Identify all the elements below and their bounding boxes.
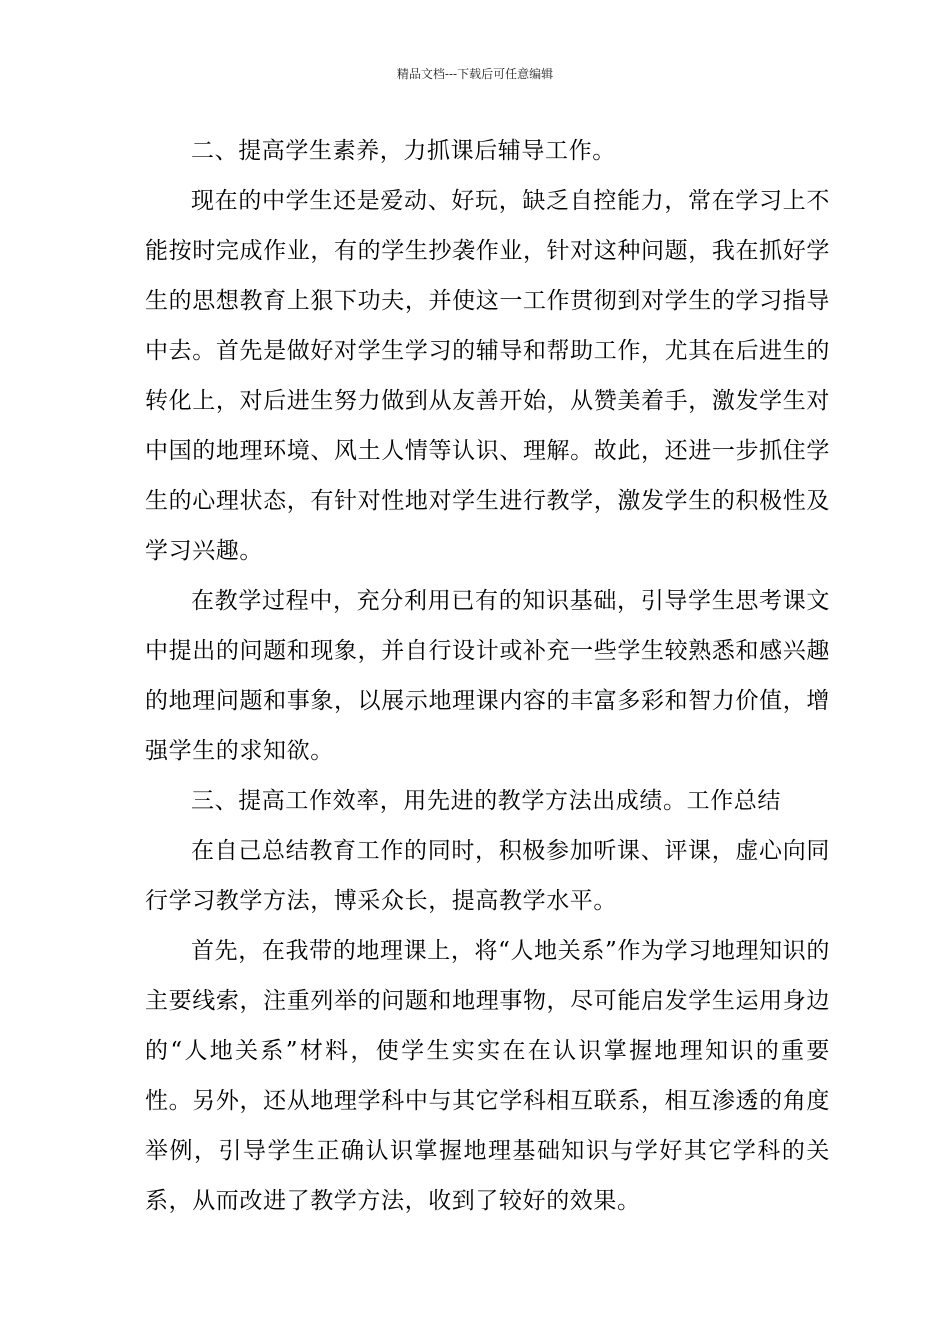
section-heading-2: 二、提高学生素养，力抓课后辅导工作。 [191, 138, 616, 164]
paragraph: 现在的中学生还是爱动、好玩，缺乏自控能力，常在学习上不能按时完成作业，有的学生抄袭作业，针对这种问题，我在抓好学生的思想教育上狠下功夫，并使这一工作贯彻到对学生的学习指导中去。首先是做好对学生学习的辅导和帮助工作，尤其在后进生的转化上，对后进生努力做到从友善开始，从赞美着手，激发学生对中国的地理环境、风土人情等认识、理解。故此，还进一步抓住学生的心理状态，有针对性地对学生进行教学，激发学生的积极性及学习兴趣。 [145, 188, 830, 564]
section-heading-3: 三、提高工作效率，用先进的教学方法出成绩。工作总结 [191, 788, 781, 814]
paragraph: 首先，在我带的地理课上，将“人地关系”作为学习地理知识的主要线索，注重列举的问题和地理事物，尽可能启发学生运用身边的“人地关系”材料，使学生实实在在认识掌握地理知识的重要性。另外，还从地理学科中与其它学科相互联系，相互渗透的角度举例，引导学生正确认识掌握地理基础知识与学好其它学科的关系，从而改进了教学方法，收到了较好的效果。 [145, 938, 830, 1214]
page-header: 精品文档---下载后可任意编辑 [396, 67, 554, 81]
paragraph: 在教学过程中，充分利用已有的知识基础，引导学生思考课文中提出的问题和现象，并自行设计或补充一些学生较熟悉和感兴趣的地理问题和事象，以展示地理课内容的丰富多彩和智力价值，增强学生的求知欲。 [145, 588, 830, 764]
paragraph: 在自己总结教育工作的同时，积极参加听课、评课，虚心向同行学习教学方法，博采众长，提高教学水平。 [145, 838, 830, 914]
document-body [145, 126, 830, 1226]
